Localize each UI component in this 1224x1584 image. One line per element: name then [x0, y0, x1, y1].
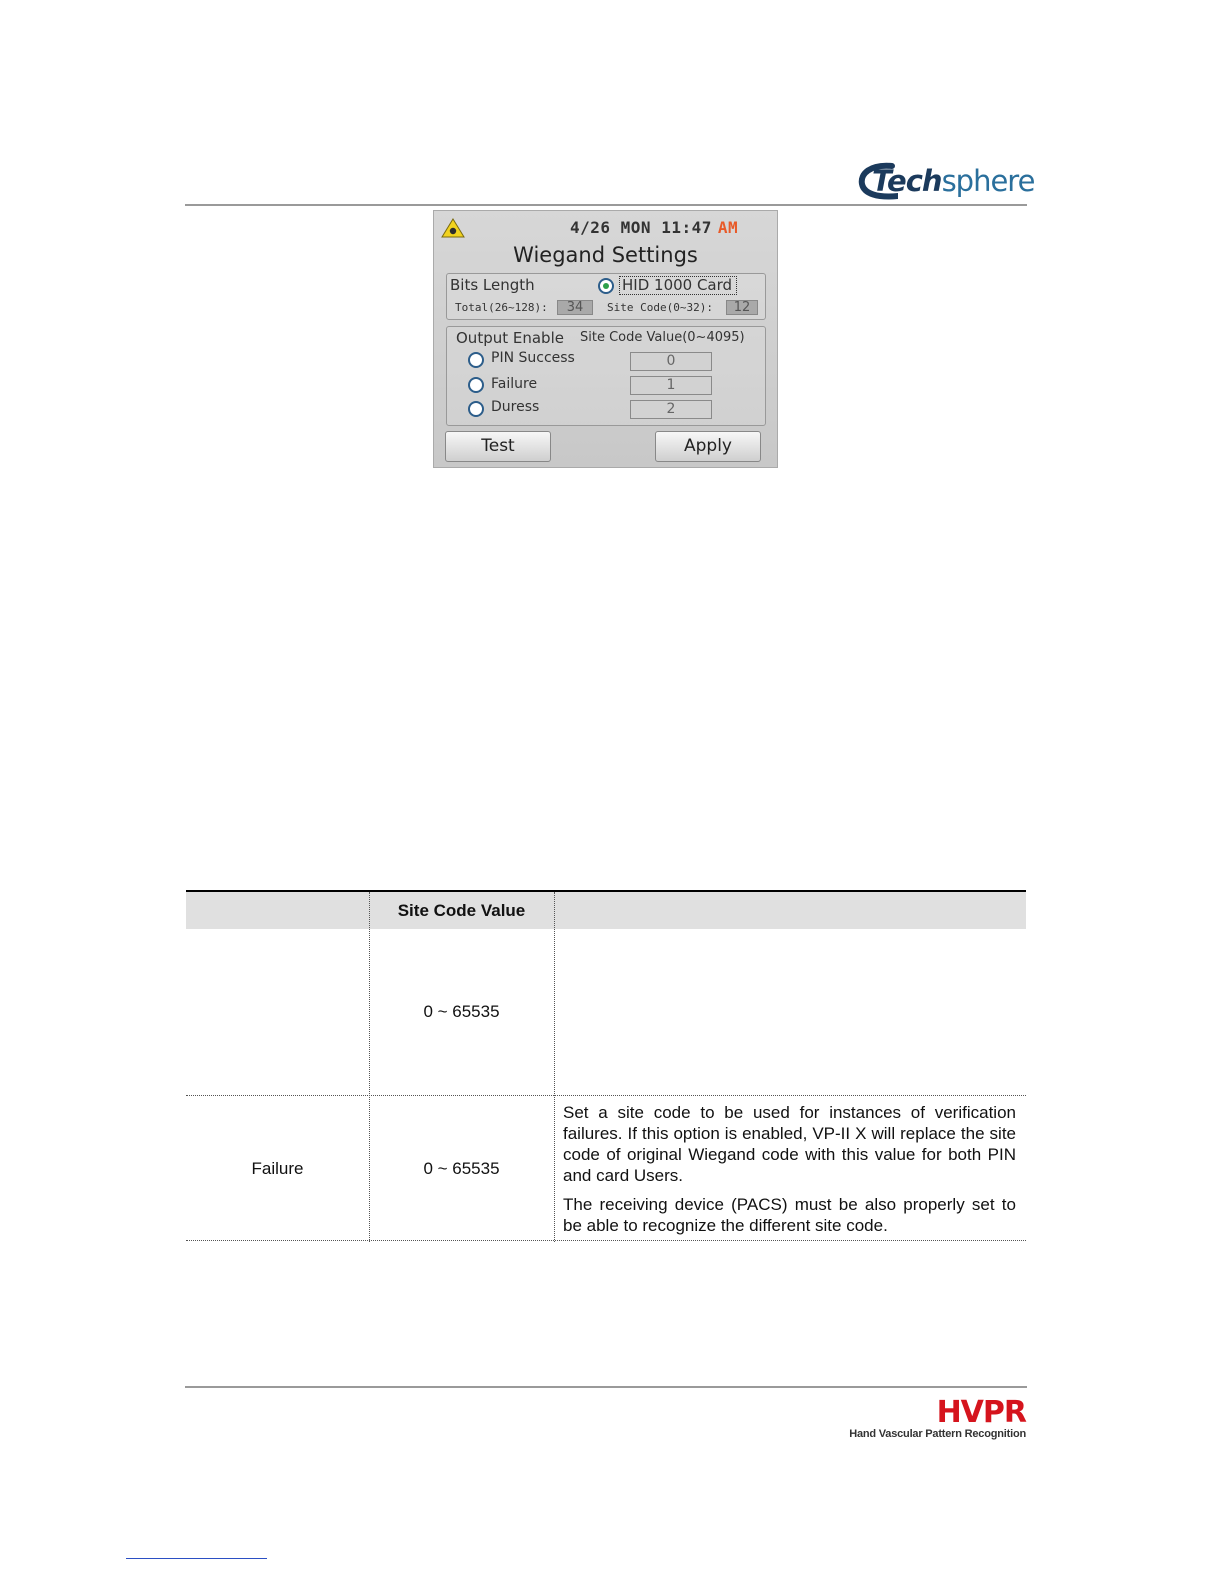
pin-success-value-field[interactable]: 0 — [630, 352, 712, 371]
table-row-1-description — [554, 929, 1026, 1095]
total-label: Total(26~128): — [455, 301, 548, 314]
table-row-2-name: Failure — [251, 1158, 304, 1178]
bits-length-label: Bits Length — [450, 276, 535, 294]
table-bottom-rule — [186, 1240, 1026, 1241]
pin-success-radio[interactable] — [468, 352, 484, 368]
table-header-row — [186, 892, 1026, 929]
output-enable-panel — [446, 326, 766, 426]
failure-radio[interactable] — [468, 377, 484, 393]
table-row-2-description — [554, 1102, 1026, 1244]
device-clock: 4/26 MON 11:47 AM — [570, 218, 739, 237]
header-rule — [185, 204, 1027, 206]
footer-rule — [185, 1386, 1027, 1388]
site-code-value-label: Site Code Value(0~4095) — [580, 330, 745, 345]
duress-label: Duress — [491, 399, 540, 415]
table-header-cell — [186, 892, 369, 929]
description-paragraph: The receiving device (PACS) must be also properly set to be able to recognize the different site code. — [563, 1195, 1016, 1235]
hvpr-logo — [836, 1395, 1028, 1444]
total-field[interactable]: 34 — [557, 300, 593, 315]
table-header-cell: Site Code Value — [397, 900, 526, 920]
card-type-radio[interactable] — [598, 278, 614, 294]
wiegand-settings-screen — [433, 210, 778, 468]
duress-value-field[interactable]: 2 — [630, 400, 712, 419]
hvpr-logo-caption: Hand Vascular Pattern Recognition — [849, 1428, 1026, 1440]
bits-length-panel — [446, 273, 766, 320]
duress-radio[interactable] — [468, 401, 484, 417]
hvpr-logo-mark: HVPR — [936, 1395, 1026, 1430]
site-code-label: Site Code(0~32): — [607, 301, 713, 314]
description-paragraph: Set a site code to be used for instances of verification failures. If this option is enabled, VP-II X will replace the site code of original Wiegand code with this value for both PIN and card Users. — [563, 1103, 1016, 1185]
output-enable-label: Output Enable — [456, 329, 564, 347]
table-row-1-name — [186, 929, 369, 1095]
techsphere-logo-text: Techsphere — [872, 164, 1035, 198]
test-button[interactable]: Test — [445, 431, 551, 462]
site-code-field[interactable]: 12 — [726, 300, 758, 315]
apply-button[interactable]: Apply — [655, 431, 761, 462]
table-row-2-range: 0 ~ 65535 — [423, 1158, 500, 1178]
table-header-cell — [554, 892, 1026, 929]
pin-success-label: PIN Success — [491, 350, 575, 366]
techsphere-logo — [858, 160, 1035, 204]
failure-value-field[interactable]: 1 — [630, 376, 712, 395]
failure-label: Failure — [491, 376, 538, 392]
screen-title: Wiegand Settings — [513, 243, 698, 267]
footnote-link-rule — [126, 1558, 267, 1559]
card-type-select[interactable]: HID 1000 Card — [619, 276, 737, 295]
table-row-1-range: 0 ~ 65535 — [423, 1002, 500, 1021]
warning-icon — [441, 218, 465, 238]
device-status-bar — [434, 211, 777, 241]
